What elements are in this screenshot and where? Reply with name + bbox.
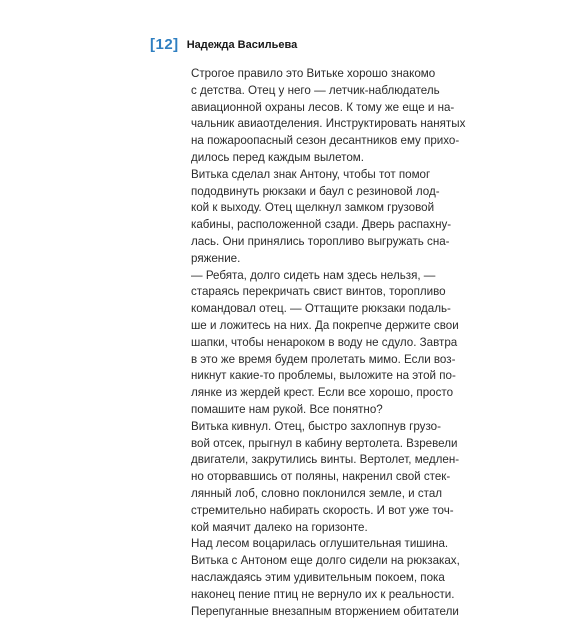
text-line: на пожароопасный сезон десантников ему прихо-	[173, 133, 418, 150]
text-line: дилось перед каждым вылетом.	[173, 150, 418, 167]
text-line: кой маячит далеко на горизонте.	[173, 520, 418, 537]
text-line: Строгое правило это Витьке хорошо знакомо	[173, 66, 418, 83]
text-line: с детства. Отец у него — летчик-наблюдатель	[173, 83, 418, 100]
text-line: пододвинуть рюкзаки и баул с резиновой лод-	[173, 184, 418, 201]
paragraph	[173, 268, 418, 419]
text-line: лянный лоб, словно поклонился земле, и стал	[173, 486, 418, 503]
text-line: Перепуганные внезапным вторжением обитатели	[173, 604, 418, 620]
text-line: но оторвавшись от поляны, накренил свой стек-	[173, 469, 418, 486]
page-number: [12]	[150, 36, 179, 53]
text-line: ше и ложитесь на них. Да покрепче держите свои	[173, 318, 418, 335]
author-name: Надежда Васильева	[187, 39, 298, 51]
text-line: чальник авиаотделения. Инструктировать нанятых	[173, 116, 418, 133]
text-line: двигатели, закрутились винты. Вертолет, медлен-	[173, 452, 418, 469]
text-line: Витька сделал знак Антону, чтобы тот помог	[173, 167, 418, 184]
running-head	[150, 36, 297, 53]
text-line: командовал отец. — Оттащите рюкзаки подаль-	[173, 301, 418, 318]
text-line: наконец пение птиц не вернуло их к реальности.	[173, 587, 418, 604]
text-line: вой отсек, прыгнул в кабину вертолета. Взревели	[173, 436, 418, 453]
text-line: Витька кивнул. Отец, быстро захлопнув грузо-	[173, 419, 418, 436]
paragraph	[173, 419, 418, 537]
text-line: шапки, чтобы ненароком в воду не сдуло. Завтра	[173, 335, 418, 352]
text-line: — Ребята, долго сидеть нам здесь нельзя, —	[173, 268, 418, 285]
text-line: Витька с Антоном еще долго сидели на рюкзаках,	[173, 553, 418, 570]
text-line: стремительно набирать скорость. И вот уже точ-	[173, 503, 418, 520]
text-line: никнут какие-то проблемы, выложите на этой по-	[173, 368, 418, 385]
text-line: авиационной охраны лесов. К тому же еще и на-	[173, 100, 418, 117]
paragraph	[173, 66, 418, 167]
paragraph	[173, 536, 418, 620]
text-line: кой к выходу. Отец щелкнул замком грузовой	[173, 200, 418, 217]
text-line: ряжение.	[173, 251, 418, 268]
text-line: лась. Они принялись торопливо выгружать сна-	[173, 234, 418, 251]
text-line: лянке из жердей крест. Если все хорошо, просто	[173, 385, 418, 402]
text-line: наслаждаясь этим удивительным покоем, пока	[173, 570, 418, 587]
paragraph	[173, 167, 418, 268]
body-text	[173, 66, 418, 620]
text-line: Над лесом воцарилась оглушительная тишина.	[173, 536, 418, 553]
text-line: кабины, расположенной сзади. Дверь распахну-	[173, 217, 418, 234]
text-line: стараясь перекричать свист винтов, торопливо	[173, 284, 418, 301]
text-line: помашите нам рукой. Все понятно?	[173, 402, 418, 419]
text-line: в это же время будем пролетать мимо. Если воз-	[173, 352, 418, 369]
